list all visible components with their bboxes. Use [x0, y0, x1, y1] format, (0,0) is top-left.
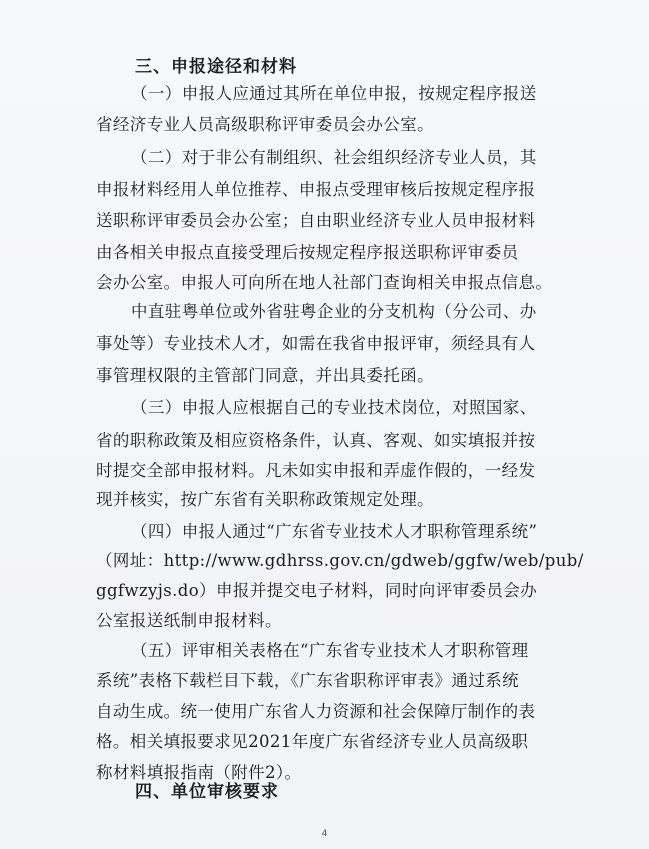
- text-line: 中直驻粤单位或外省驻粤企业的分支机构（分公司、办: [131, 302, 537, 321]
- text-line: 省的职称政策及相应资格条件，认真、客观、如实填报并按: [96, 431, 536, 450]
- page-number: 4: [321, 829, 328, 839]
- text-line: 申报材料经用人单位推荐、申报点受理审核后按规定程序报: [96, 180, 536, 199]
- text-line: 称材料填报指南（附件2）。: [96, 763, 302, 782]
- text-line: 公室报送纸制申报材料。: [96, 611, 282, 630]
- text-line: 现并核实，按广东省有关职称政策规定处理。: [96, 490, 434, 509]
- text-line: 省经济专业人员高级职称评审委员会办公室。: [96, 115, 434, 134]
- text-line: 事管理权限的主管部门同意，并出具委托函。: [96, 366, 434, 385]
- section-heading-4: 四、单位审核要求: [135, 782, 279, 802]
- text-line: 事处等）专业技术人才，如需在我省申报评审，须经具有人: [96, 334, 536, 353]
- section-heading-3: 三、申报途径和材料: [135, 57, 297, 77]
- text-line: （二）对于非公有制组织、社会组织经济专业人员，其: [131, 148, 537, 167]
- text-line: 时提交全部申报材料。凡未如实申报和弄虚作假的，一经发: [96, 461, 536, 480]
- text-line: 由各相关申报点直接受理后按规定程序报送职称评审委员: [96, 243, 519, 262]
- text-line: （三）申报人应根据自己的专业技术岗位，对照国家、: [131, 398, 537, 417]
- text-line: 会办公室。申报人可向所在地人社部门查询相关申报点信息。: [96, 273, 553, 292]
- text-line: 格。相关填报要求见2021年度广东省经济专业人员高级职: [96, 732, 529, 751]
- text-line: （网址：http://www.gdhrss.gov.cn/gdweb/ggfw/web/pub/: [96, 551, 584, 570]
- text-line: （一）申报人应通过其所在单位申报，按规定程序报送: [131, 84, 537, 103]
- text-line: （四）申报人通过“广东省专业技术人才职称管理系统”: [131, 522, 538, 541]
- text-line: ggfwzyjs.do）申报并提交电子材料，同时向评审委员会办: [96, 581, 538, 600]
- text-line: 系统”表格下载栏目下载，《广东省职称评审表》通过系统: [96, 671, 520, 690]
- text-line: 自动生成。统一使用广东省人力资源和社会保障厅制作的表: [96, 702, 536, 721]
- text-line: （五）评审相关表格在“广东省专业技术人才职称管理: [131, 641, 529, 660]
- text-line: 送职称评审委员会办公室；自由职业经济专业人员申报材料: [96, 211, 536, 230]
